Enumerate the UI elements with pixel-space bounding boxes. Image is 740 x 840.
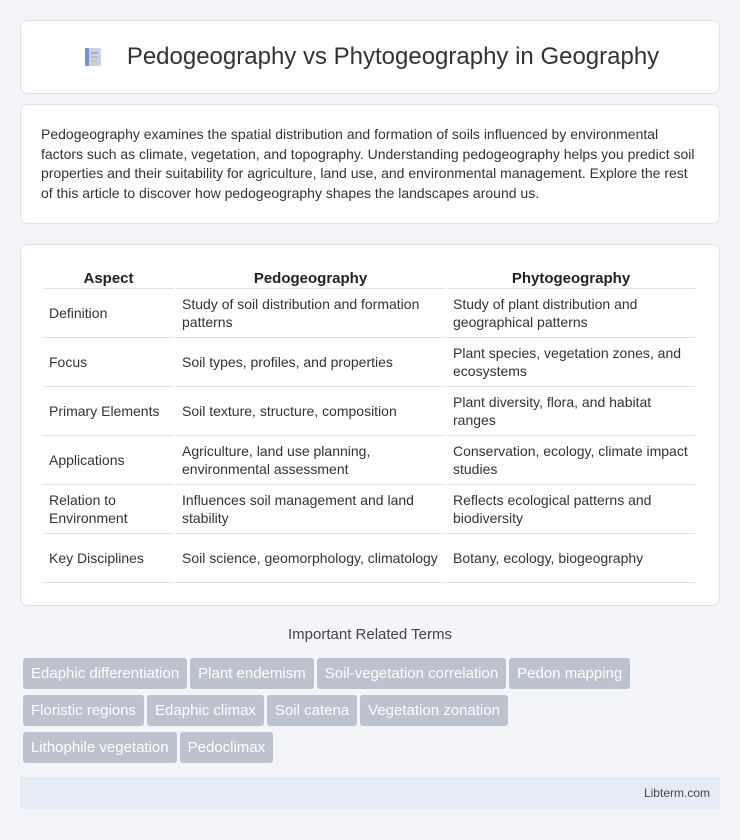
header-card <box>20 20 720 94</box>
related-term-tag[interactable]: Soil catena <box>267 695 357 726</box>
comparison-table <box>41 265 697 583</box>
header-phytogeography: Phytogeography <box>447 265 695 289</box>
intro-card <box>20 104 720 224</box>
row-pedogeography: Soil science, geomorphology, climatology <box>176 534 445 583</box>
footer <box>20 777 720 809</box>
row-aspect: Applications <box>43 436 174 485</box>
related-term-tag[interactable]: Vegetation zonation <box>360 695 508 726</box>
table-row <box>43 387 695 436</box>
row-pedogeography: Agriculture, land use planning, environmental assessment <box>176 436 445 485</box>
related-term-tag[interactable]: Plant endemism <box>190 658 314 689</box>
row-phytogeography: Plant diversity, flora, and habitat ranges <box>447 387 695 436</box>
row-pedogeography: Study of soil distribution and formation patterns <box>176 289 445 338</box>
related-terms-list <box>23 658 723 769</box>
related-term-tag[interactable]: Floristic regions <box>23 695 144 726</box>
table-header-row <box>43 265 695 289</box>
related-term-tag[interactable]: Lithophile vegetation <box>23 732 177 763</box>
related-term-tag[interactable]: Edaphic differentiation <box>23 658 187 689</box>
row-phytogeography: Study of plant distribution and geographical patterns <box>447 289 695 338</box>
row-aspect: Definition <box>43 289 174 338</box>
footer-site-link[interactable]: Libterm.com <box>643 786 710 800</box>
row-phytogeography: Plant species, vegetation zones, and ecosystems <box>447 338 695 387</box>
book-icon <box>81 45 105 69</box>
header-pedogeography: Pedogeography <box>176 265 445 289</box>
table-row <box>43 485 695 534</box>
intro-text: Pedogeography examines the spatial distribution and formation of soils influenced by environmental factors such as climate, vegetation, and topography. Understanding pedogeography helps you predict soil properties and their suitability for agriculture, land use, and environmental management. Explore the rest of this article to discover how pedogeography shapes the landscapes around us. <box>41 126 695 201</box>
related-term-tag[interactable]: Soil-vegetation correlation <box>317 658 506 689</box>
row-phytogeography: Reflects ecological patterns and biodiversity <box>447 485 695 534</box>
related-terms-title: Important Related Terms <box>288 626 452 643</box>
related-term-tag[interactable]: Pedon mapping <box>509 658 630 689</box>
table-row <box>43 289 695 338</box>
comparison-table-card <box>20 244 720 606</box>
row-aspect: Focus <box>43 338 174 387</box>
row-pedogeography: Soil types, profiles, and properties <box>176 338 445 387</box>
row-phytogeography: Botany, ecology, biogeography <box>447 534 695 583</box>
row-aspect: Key Disciplines <box>43 534 174 583</box>
header-aspect: Aspect <box>43 265 174 289</box>
row-aspect: Primary Elements <box>43 387 174 436</box>
table-row <box>43 534 695 583</box>
related-term-tag[interactable]: Edaphic climax <box>147 695 264 726</box>
row-aspect: Relation to Environment <box>43 485 174 534</box>
table-row <box>43 436 695 485</box>
related-term-tag[interactable]: Pedoclimax <box>180 732 274 763</box>
row-pedogeography: Soil texture, structure, composition <box>176 387 445 436</box>
row-phytogeography: Conservation, ecology, climate impact studies <box>447 436 695 485</box>
table-row <box>43 338 695 387</box>
row-pedogeography: Influences soil management and land stability <box>176 485 445 534</box>
page-title: Pedogeography vs Phytogeography in Geography <box>126 43 660 70</box>
